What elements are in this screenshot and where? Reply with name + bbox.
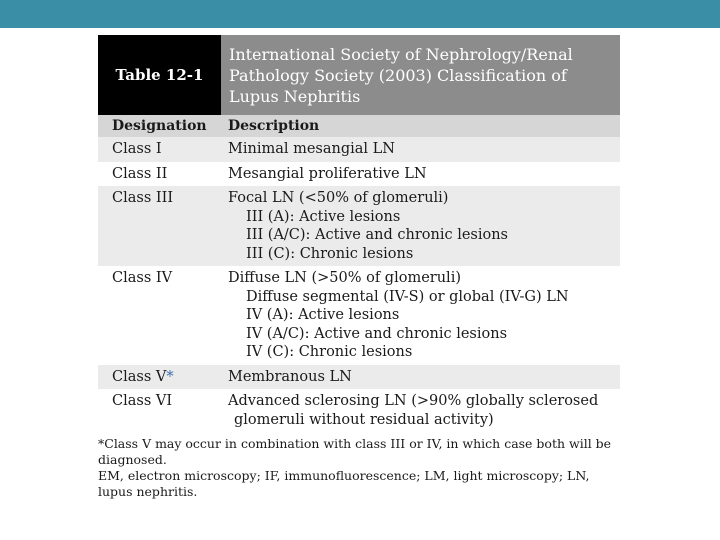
description-line: Membranous LN [228, 368, 352, 385]
table-row [98, 389, 620, 432]
row-designation-text: Class V [112, 368, 167, 385]
footnote: EM, electron microscopy; IF, immunofluorescence; LM, light microscopy; LN, lupus nephritis. [98, 468, 590, 499]
table-title [221, 35, 620, 115]
table-row [98, 365, 620, 390]
row-description [227, 389, 620, 432]
table-row [98, 137, 620, 162]
footnote: *Class V may occur in combination with class III or IV, in which case both will be diagnosed. [98, 436, 612, 467]
table-number: Table 12-1 [98, 35, 221, 115]
description-subline: III (A): Active lesions [246, 208, 401, 225]
column-headers [98, 115, 620, 137]
description-subline: III (A/C): Active and chronic lesions [246, 227, 508, 243]
description-subline: IV (C): Chronic lesions [246, 344, 413, 360]
description-line: Focal LN (<50% of glomeruli) [228, 190, 449, 206]
footnote-marker: * [166, 368, 174, 385]
row-designation [98, 365, 227, 390]
row-designation: Class I [112, 141, 162, 157]
row-designation: Class IV [112, 270, 173, 286]
row-description [227, 137, 620, 162]
table-header [98, 35, 620, 115]
description-line: Minimal mesangial LN [228, 141, 395, 157]
row-description [227, 365, 620, 390]
description-subline: IV (A): Active lesions [246, 307, 400, 323]
description-subline: Diffuse segmental (IV-S) or global (IV-G) LN [246, 288, 569, 305]
table-title-line: International Society of Nephrology/Renal [229, 45, 573, 64]
description-line: Advanced sclerosing LN (>90% globally sclerosed [228, 393, 599, 409]
top-banner [0, 0, 720, 28]
classification-table [98, 35, 620, 432]
description-subline: glomeruli without residual activity) [234, 411, 494, 428]
row-description [227, 162, 620, 187]
table-row [98, 162, 620, 187]
row-description [227, 186, 620, 266]
row-description [227, 266, 620, 365]
column-header-description: Description [228, 118, 320, 134]
table-title-line: Pathology Society (2003) Classification of [229, 66, 567, 85]
description-subline: IV (A/C): Active and chronic lesions [246, 325, 508, 342]
description-line: Diffuse LN (>50% of glomeruli) [228, 270, 461, 286]
table-footnotes [98, 436, 623, 500]
table-row [98, 266, 620, 365]
row-designation: Class III [112, 190, 174, 206]
table-title-line: Lupus Nephritis [229, 87, 361, 106]
description-subline: III (C): Chronic lesions [246, 245, 414, 262]
row-designation: Class II [112, 165, 168, 182]
table-row [98, 186, 620, 266]
row-designation: Class VI [112, 393, 173, 409]
description-line: Mesangial proliferative LN [228, 165, 427, 182]
column-header-designation: Designation [112, 118, 207, 134]
